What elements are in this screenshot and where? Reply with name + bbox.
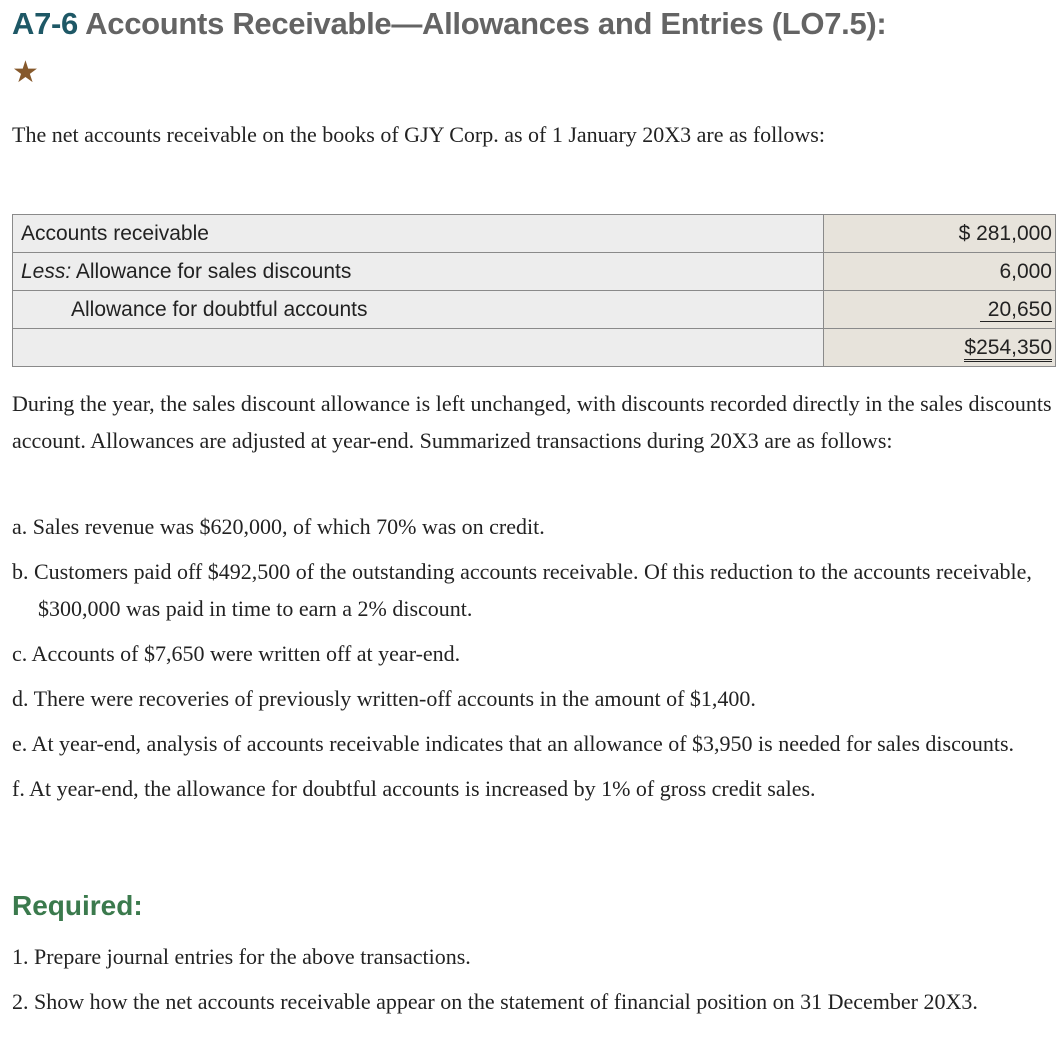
page-title <box>12 6 886 42</box>
list-item: d. There were recoveries of previously written-off accounts in the amount of $1,400. <box>12 686 756 711</box>
row-prefix: Less: <box>21 259 72 283</box>
required-list <box>12 938 1052 1028</box>
amount-value: 20,650 <box>980 298 1052 322</box>
list-item: f. At year-end, the allowance for doubtful accounts is increased by 1% of gross credit sales. <box>12 776 816 801</box>
star-icon: ★ <box>12 56 39 89</box>
description-paragraph: During the year, the sales discount allowance is left unchanged, with discounts recorded directly in the sales discounts account. Allowances are adjusted at year-end. Summarized transactions during 20X3 are as follows: <box>12 391 1052 453</box>
required-heading: Required: <box>12 890 143 921</box>
row-amount <box>824 215 1056 253</box>
table-row <box>13 291 1056 329</box>
transactions-list <box>12 508 1052 815</box>
total-value: $254,350 <box>964 336 1052 362</box>
row-amount <box>824 291 1056 329</box>
list-item: 2. Show how the net accounts receivable appear on the statement of financial position on 31 December 20X3. <box>12 989 978 1014</box>
row-amount <box>824 329 1056 367</box>
list-item: 1. Prepare journal entries for the above transactions. <box>12 944 471 969</box>
list-item: c. Accounts of $7,650 were written off at year-end. <box>12 641 461 666</box>
row-label <box>13 329 824 367</box>
amount-value: $ 281,000 <box>958 221 1052 245</box>
table-row <box>13 253 1056 291</box>
list-item: e. At year-end, analysis of accounts receivable indicates that an allowance of $3,950 is needed for sales discounts. <box>12 731 1015 756</box>
row-amount <box>824 253 1056 291</box>
problem-number: A7-6 <box>12 6 78 41</box>
table-row <box>13 215 1056 253</box>
list-item: a. Sales revenue was $620,000, of which 70% was on credit. <box>12 514 545 539</box>
amount-value: 6,000 <box>999 259 1052 283</box>
intro-text: The net accounts receivable on the books of GJY Corp. as of 1 January 20X3 are as follows: <box>12 122 825 147</box>
table-row <box>13 329 1056 367</box>
row-label: Accounts receivable <box>13 215 824 253</box>
problem-title: Accounts Receivable—Allowances and Entries (LO7.5): <box>85 6 887 41</box>
row-label-text: Allowance for sales discounts <box>71 259 352 283</box>
row-label <box>13 253 824 291</box>
receivables-table <box>12 214 1056 367</box>
list-item: b. Customers paid off $492,500 of the outstanding accounts receivable. Of this reduction to the accounts receivable, $300,000 was paid in time to earn a 2% discount. <box>12 559 1032 621</box>
row-label: Allowance for doubtful accounts <box>13 291 824 329</box>
